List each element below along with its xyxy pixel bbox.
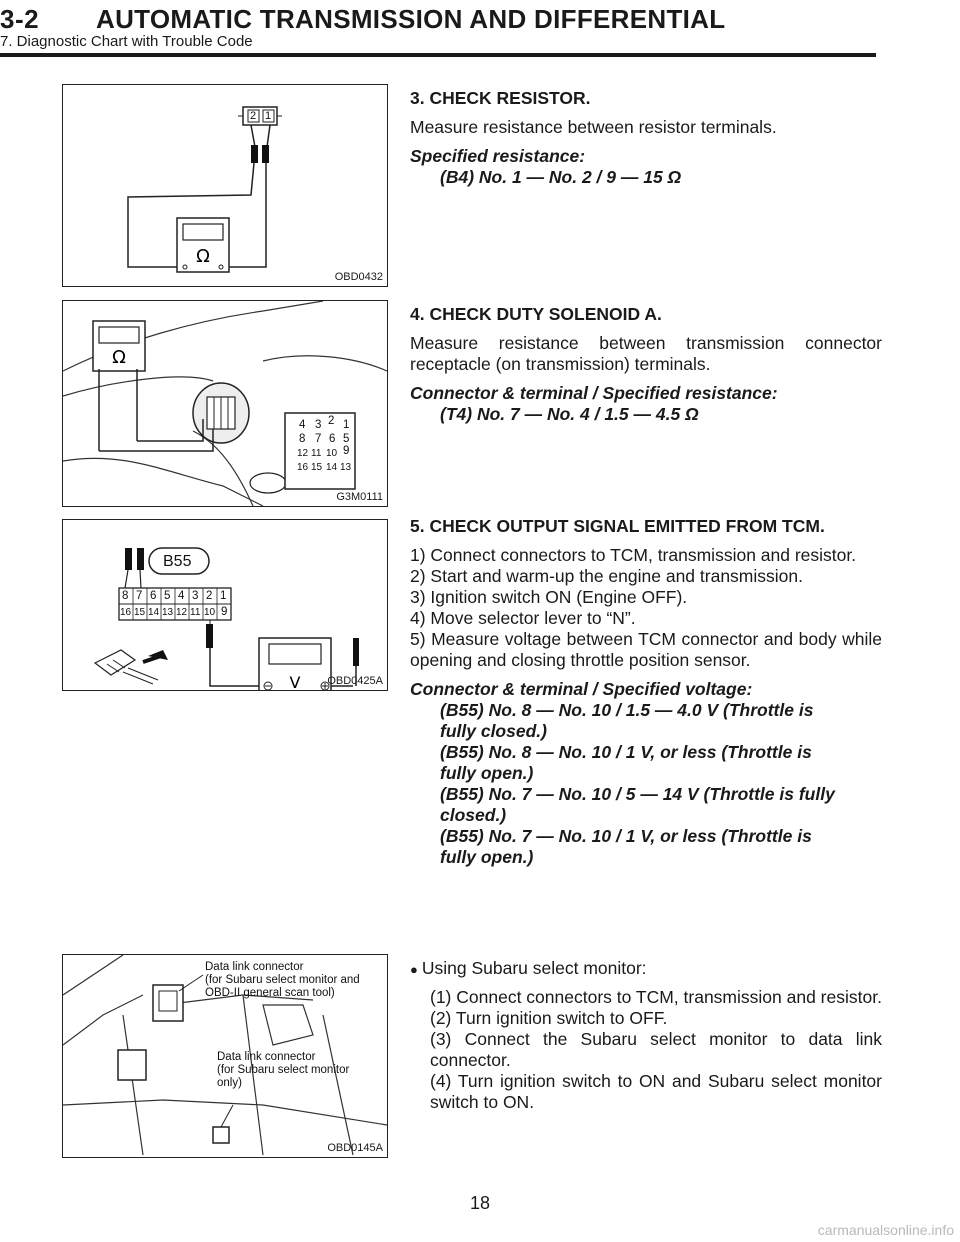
tcm-pin: 15: [134, 607, 146, 618]
tcm-pin: 3: [192, 590, 199, 602]
connector-pin: 1: [343, 419, 350, 431]
tcm-pin: 5: [164, 590, 171, 602]
spec-label: Specified resistance:: [410, 146, 586, 166]
tcm-pin: 10: [204, 607, 216, 618]
svg-text:Ω: Ω: [112, 347, 126, 368]
data-link-label-2-line3: only): [217, 1077, 242, 1089]
svg-text:V: V: [289, 673, 301, 690]
spec-value: (B55) No. 7 — No. 10 / 5 — 14 V (Throttle is fully: [440, 784, 835, 804]
connector-name: B55: [163, 553, 192, 570]
tcm-pin: 4: [178, 590, 185, 602]
step-title: 3. CHECK RESISTOR.: [410, 88, 591, 108]
svg-text:Ω: Ω: [196, 246, 210, 267]
spec-value: fully open.): [440, 763, 534, 783]
procedure-line: 5) Measure voltage between TCM connector and body while opening and closing throttle position sensor.: [410, 629, 882, 670]
step-title: 5. CHECK OUTPUT SIGNAL EMITTED FROM TCM.: [410, 516, 825, 536]
procedure-item: (1) Connect connectors to TCM, transmission and resistor.: [430, 987, 882, 1007]
step-check-resistor: [410, 88, 882, 188]
select-monitor-procedure: [410, 958, 882, 1113]
tcm-pin: 12: [176, 607, 188, 618]
connector-pin: 7: [315, 433, 322, 445]
connector-pin: 12: [297, 448, 309, 459]
tcm-pin: 9: [221, 606, 228, 618]
resistor-pin-1: 1: [265, 110, 272, 122]
connector-pin: 9: [343, 445, 350, 457]
data-link-label-1-line2: (for Subaru select monitor and: [205, 974, 360, 986]
step-check-duty-solenoid: [410, 304, 882, 425]
tcm-pin: 11: [190, 607, 201, 618]
connector-pin: 6: [329, 433, 336, 445]
tcm-pin: 6: [150, 590, 157, 602]
tcm-pin: 13: [162, 607, 174, 618]
procedure-item: (2) Turn ignition switch to OFF.: [430, 1008, 668, 1028]
procedure-line: 1) Connect connectors to TCM, transmission and resistor.: [410, 545, 857, 565]
step-title: 4. CHECK DUTY SOLENOID A.: [410, 304, 662, 324]
figure-tcm-output: [62, 519, 388, 691]
procedure-line: 3) Ignition switch ON (Engine OFF).: [410, 587, 688, 607]
spec-value: closed.): [440, 805, 507, 825]
transmission-connector-drawing: [63, 301, 387, 506]
step-text: Measure resistance between transmission connector receptacle (on transmission) terminals.: [410, 333, 882, 374]
spec-label: Connector & terminal / Specified resistance:: [410, 383, 778, 403]
connector-pin: 3: [315, 419, 322, 431]
spec-value: (T4) No. 7 — No. 4 / 1.5 — 4.5 Ω: [440, 404, 699, 424]
tcm-pin: 2: [206, 590, 213, 602]
spec-value: fully open.): [440, 847, 534, 867]
data-link-label-1-line1: Data link connector: [205, 961, 304, 973]
spec-value: (B55) No. 8 — No. 10 / 1.5 — 4.0 V (Throttle is: [440, 700, 814, 720]
page-number: 18: [469, 1193, 491, 1213]
step-text: Measure resistance between resistor terminals.: [410, 117, 777, 137]
connector-pin: 2: [328, 415, 335, 427]
tcm-pin: 7: [136, 590, 143, 602]
spec-label: Connector & terminal / Specified voltage:: [410, 679, 753, 699]
spec-value: fully closed.): [440, 721, 547, 741]
spec-value: (B55) No. 8 — No. 10 / 1 V, or less (Throttle is: [440, 742, 812, 762]
figure-code: OBD0425A: [327, 675, 383, 687]
tcm-pin: 1: [220, 590, 227, 602]
data-link-label-2-line1: Data link connector: [217, 1051, 316, 1063]
watermark: carmanualsonline.info: [817, 1222, 954, 1238]
connector-pin: 13: [340, 462, 352, 473]
data-link-label-1-line3: OBD-II general scan tool): [205, 987, 335, 999]
connector-pin: 14: [326, 462, 338, 473]
figure-code: OBD0432: [334, 271, 383, 283]
header-rule: [0, 53, 876, 57]
connector-pin: 11: [311, 448, 322, 459]
tcm-pin: 14: [148, 607, 160, 618]
figure-resistor-check: [62, 84, 388, 287]
connector-pin: 5: [343, 433, 350, 445]
figure-code: OBD0145A: [327, 1142, 383, 1154]
connector-pin: 8: [299, 433, 306, 445]
tcm-pin: 8: [122, 590, 129, 602]
ohmmeter-resistor-drawing: [63, 85, 387, 286]
step-check-output-signal: [410, 516, 882, 868]
procedure-item: (4) Turn ignition switch to ON and Subaru select monitor switch to ON.: [430, 1071, 882, 1112]
figure-code: G3M0111: [336, 491, 383, 503]
page-title: AUTOMATIC TRANSMISSION AND DIFFERENTIAL: [96, 4, 726, 34]
section-number: 3-2: [0, 4, 40, 34]
connector-pin: 10: [326, 448, 338, 459]
bullet-icon: ●: [410, 962, 418, 977]
procedure-heading: [410, 958, 882, 980]
tcm-connector-voltmeter-drawing: [63, 520, 387, 690]
connector-pin: 4: [299, 419, 306, 431]
data-link-label-2-line2: (for Subaru select monitor: [217, 1064, 350, 1076]
spec-value: (B4) No. 1 — No. 2 / 9 — 15 Ω: [440, 167, 682, 187]
spec-value: (B55) No. 7 — No. 10 / 1 V, or less (Throttle is: [440, 826, 812, 846]
figure-data-link-connector: [62, 954, 388, 1158]
procedure-line: 4) Move selector lever to “N”.: [410, 608, 636, 628]
connector-pin: 16: [297, 462, 309, 473]
connector-pin: 15: [311, 462, 323, 473]
procedure-line: 2) Start and warm-up the engine and transmission.: [410, 566, 803, 586]
procedure-heading-text: Using Subaru select monitor:: [421, 958, 647, 978]
figure-duty-solenoid: [62, 300, 388, 507]
page-subtitle: 7. Diagnostic Chart with Trouble Code: [0, 33, 253, 50]
procedure-item: (3) Connect the Subaru select monitor to data link connector.: [430, 1029, 882, 1070]
tcm-pin: 16: [120, 607, 132, 618]
resistor-pin-2: 2: [250, 110, 257, 122]
